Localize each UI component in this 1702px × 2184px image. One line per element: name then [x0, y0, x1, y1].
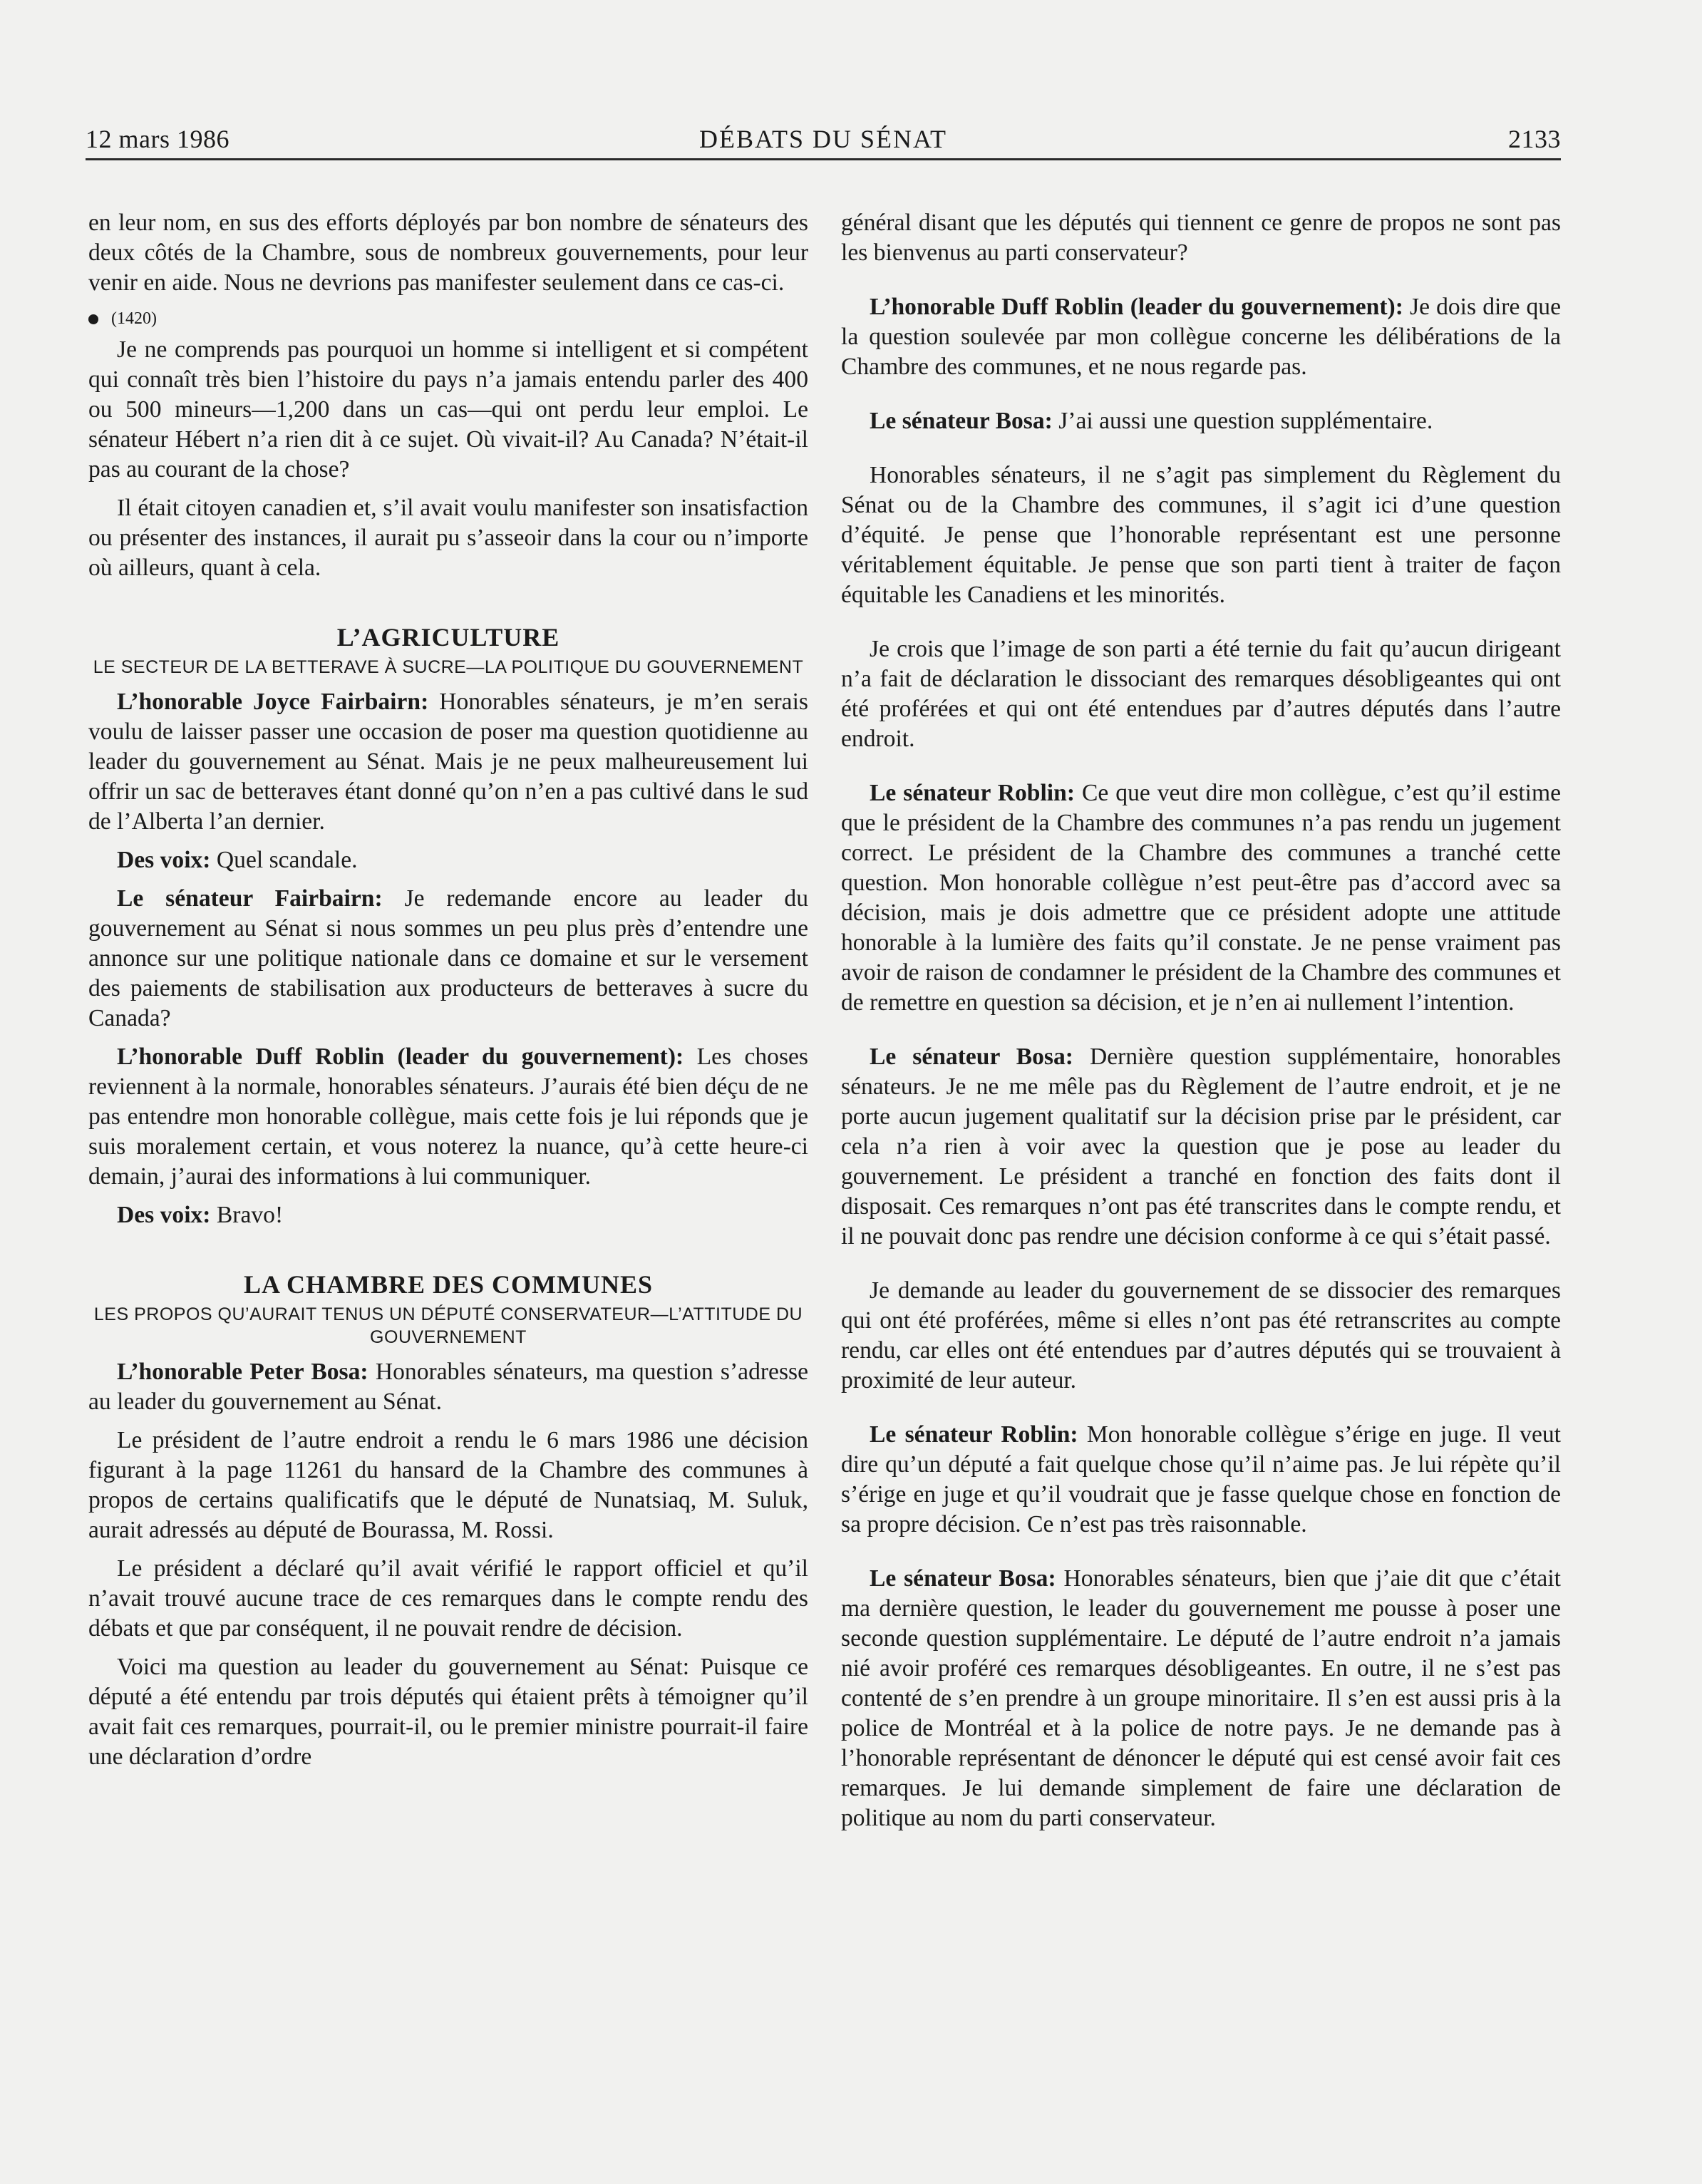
time-marker — [88, 307, 808, 331]
paragraph: Honorables sénateurs, il ne s’agit pas simplement du Règlement du Sénat ou de la Chambre des communes, il s’agit ici d’une question d’équité. Je pense que l’honorable représentant est une personne véritablement équitable. Je pense que son parti tient à traiter de façon équitable les Canadiens et les minorités. — [841, 462, 1561, 608]
speech-paragraph — [841, 1564, 1561, 1833]
speech-paragraph — [88, 1200, 808, 1230]
speech-text: Mon honorable collègue s’érige en juge. Il veut dire qu’un député a fait quelque chose qu’il n’aime pas. Je lui répète qu’il s’érige en juge et qu’il voudrait que je fasse quelque chose en fonction de sa propre décision. Ce n’est pas très raisonnable. — [841, 1421, 1561, 1537]
speech-paragraph — [841, 406, 1561, 436]
speech-text: Je dois dire que la question soulevée par mon collègue concerne les délibérations de la Chambre des communes, et ne nous regarde pas. — [841, 294, 1561, 380]
speech-text: Quel scandale. — [216, 847, 358, 873]
speaker-name: Le sénateur Bosa: — [870, 408, 1053, 434]
paragraph: Je ne comprends pas pourquoi un homme si intelligent et si compétent qui connaît très bien l’histoire du pays n’a jamais entendu parler des 400 ou 500 mineurs—1,200 dans un cas—qui ont perdu leur emploi. Le sénateur Hébert n’a rien dit à ce sujet. Où vivait-il? Au Canada? N’était-il pas au courant de la chose? — [88, 336, 808, 483]
speech-paragraph — [88, 845, 808, 875]
speaker-name: L’honorable Duff Roblin (leader du gouvernement): — [870, 294, 1403, 320]
right-column — [841, 208, 1561, 1858]
speaker-name: Le sénateur Roblin: — [870, 1421, 1078, 1448]
paragraph: en leur nom, en sus des efforts déployés par bon nombre de sénateurs des deux côtés de la Chambre, sous de nombreux gouvernements, pour leur venir en aide. Nous ne devrions pas manifester seulement dans ce cas-ci. — [88, 210, 808, 296]
section-subtitle: LE SECTEUR DE LA BETTERAVE À SUCRE—LA POLITIQUE DU GOUVERNEMENT — [93, 657, 804, 677]
speech-text: Ce que veut dire mon collègue, c’est qu’il estime que le président de la Chambre des communes n’a pas rendu un jugement correct. Le président de la Chambre des communes a tranché cette question. Mon honorable collègue n’est peut-être pas d’accord avec sa décision, mais je dois admettre que ce président adopte une attitude honorable à la lumière des faits qu’il constate. Je ne pense vraiment pas avoir de raison de condamner le président de la Chambre des communes et de remettre en question sa décision, et je n’en ai nullement l’intention. — [841, 780, 1561, 1016]
speech-paragraph — [88, 884, 808, 1034]
speech-text: Je redemande encore au leader du gouvernement au Sénat si nous sommes un peu plus près d’entendre une annonce sur une politique nationale dans ce domaine et sur le versement des paiements de stabilisation aux producteurs de betteraves à sucre du Canada? — [88, 885, 808, 1031]
speaker-name: Le sénateur Bosa: — [870, 1565, 1056, 1592]
speech-text: Les choses reviennent à la normale, honorables sénateurs. J’aurais été bien déçu de ne pas entendre mon honorable collègue, mais cette fois je lui réponds que je suis moralement certain, et vous noterez la nuance, qu’à cette heure-ci demain, j’aurai des informations à lui communiquer. — [88, 1044, 808, 1190]
header-journal-title: DÉBATS DU SÉNAT — [698, 125, 948, 153]
speaker-name: Des voix: — [117, 1202, 211, 1228]
speech-text: Honorables sénateurs, je m’en serais voulu de laisser passer une occasion de poser ma question quotidienne au leader du gouvernement au Sénat. Mais je ne peux malheureusement lui offrir un sac de betteraves étant donné qu’on n’en a pas cultivé dans le sud de l’Alberta l’an dernier. — [88, 689, 808, 835]
speaker-name: Des voix: — [117, 847, 211, 873]
header-rule — [86, 158, 1561, 160]
paragraph: Je demande au leader du gouvernement de se dissocier des remarques qui ont été proférées, même si elles n’ont pas été retranscrites au compte rendu, car elles ont été entendues par d’autres députés qui se trouvaient à proximité de leur auteur. — [841, 1277, 1561, 1394]
paragraph: Je crois que l’image de son parti a été ternie du fait qu’aucun dirigeant n’a fait de déclaration le dissociant des remarques désobligeantes qui ont été proférées et qui ont été entendues par d’autres députés dans l’autre endroit. — [841, 636, 1561, 752]
header-page-number: 2133 — [1508, 125, 1561, 153]
paragraph: Le président a déclaré qu’il avait vérifié le rapport officiel et qu’il n’avait trouvé aucune trace de ces remarques dans le compte rendu des débats et que par conséquent, il ne pouvait rendre de décision. — [88, 1555, 808, 1642]
bullet-icon — [88, 314, 98, 324]
paragraph: Le président de l’autre endroit a rendu le 6 mars 1986 une décision figurant à la page 11261 du hansard de la Chambre des communes à propos de certains qualificatifs que le député de Nunatsiaq, M. Suluk, aurait adressés au député de Bourassa, M. Rossi. — [88, 1427, 808, 1543]
speech-paragraph — [841, 1042, 1561, 1252]
speech-text: J’ai aussi une question supplémentaire. — [1058, 408, 1433, 434]
speech-text: Honorables sénateurs, ma question s’adresse au leader du gouvernement au Sénat. — [88, 1359, 808, 1415]
speaker-name: L’honorable Joyce Fairbairn: — [117, 689, 429, 715]
left-column — [88, 208, 808, 1781]
speaker-name: Le sénateur Bosa: — [870, 1044, 1073, 1070]
section-title: L’AGRICULTURE — [336, 623, 560, 651]
section-subtitle: LES PROPOS QU’AURAIT TENUS UN DÉPUTÉ CONSERVATEUR—L’ATTITUDE DU GOUVERNEMENT — [93, 1304, 803, 1347]
header-date: 12 mars 1986 — [86, 125, 229, 153]
speech-paragraph — [841, 292, 1561, 382]
speaker-name: Le sénateur Fairbairn: — [117, 885, 383, 912]
speech-paragraph — [88, 1357, 808, 1417]
paragraph: Voici ma question au leader du gouvernement au Sénat: Puisque ce député a été entendu par trois députés qui étaient prêts à témoigner qu’il avait fait ces remarques, pourrait-il, ou le premier ministre pourrait-il faire une déclaration d’ordre — [88, 1654, 808, 1770]
speech-text: Honorables sénateurs, bien que j’aie dit que c’était ma dernière question, le leader du gouvernement me pousse à poser une seconde question supplémentaire. Le député de l’autre endroit n’a jamais nié avoir proféré ces remarques désobligeantes. En outre, il ne s’est pas contenté de s’en prendre à un groupe minoritaire. Il s’en est aussi pris à la police de Montréal et à la police de notre pays. Je ne demande pas à l’honorable représentant de dénoncer le député qui est censé avoir fait ces remarques. Je lui demande simplement de faire une déclaration de politique au nom du parti conservateur. — [841, 1565, 1561, 1831]
speaker-name: L’honorable Peter Bosa: — [117, 1359, 368, 1385]
speech-paragraph — [88, 687, 808, 837]
section-title: LA CHAMBRE DES COMMUNES — [243, 1270, 654, 1299]
time-marker-label: (1420) — [111, 309, 157, 328]
speech-text: Dernière question supplémentaire, honorables sénateurs. Je ne me mêle pas du Règlement de l’autre endroit, et je ne porte aucun jugement qualitatif sur la décision prise par le président, car cela n’a rien à voir avec la question que je pose au leader du gouvernement. Le président a tranché en fonction des faits dont il disposait. Ces remarques n’ont pas été transcrites dans le compte rendu, et il ne pouvait donc pas rendre une décision conforme à ce qui s’était passé. — [841, 1044, 1561, 1250]
speaker-name: Le sénateur Roblin: — [870, 780, 1075, 806]
speech-text: Bravo! — [216, 1202, 284, 1228]
paragraph: Il était citoyen canadien et, s’il avait voulu manifester son insatisfaction ou présenter des instances, il aurait pu s’asseoir dans la cour ou n’importe où ailleurs, quant à cela. — [88, 495, 808, 581]
speech-paragraph — [841, 1420, 1561, 1540]
speaker-name: L’honorable Duff Roblin (leader du gouvernement): — [117, 1044, 684, 1070]
paragraph: général disant que les députés qui tiennent ce genre de propos ne sont pas les bienvenus au parti conservateur? — [841, 210, 1561, 266]
running-head — [86, 121, 1561, 157]
speech-paragraph — [88, 1042, 808, 1192]
speech-paragraph — [841, 778, 1561, 1018]
